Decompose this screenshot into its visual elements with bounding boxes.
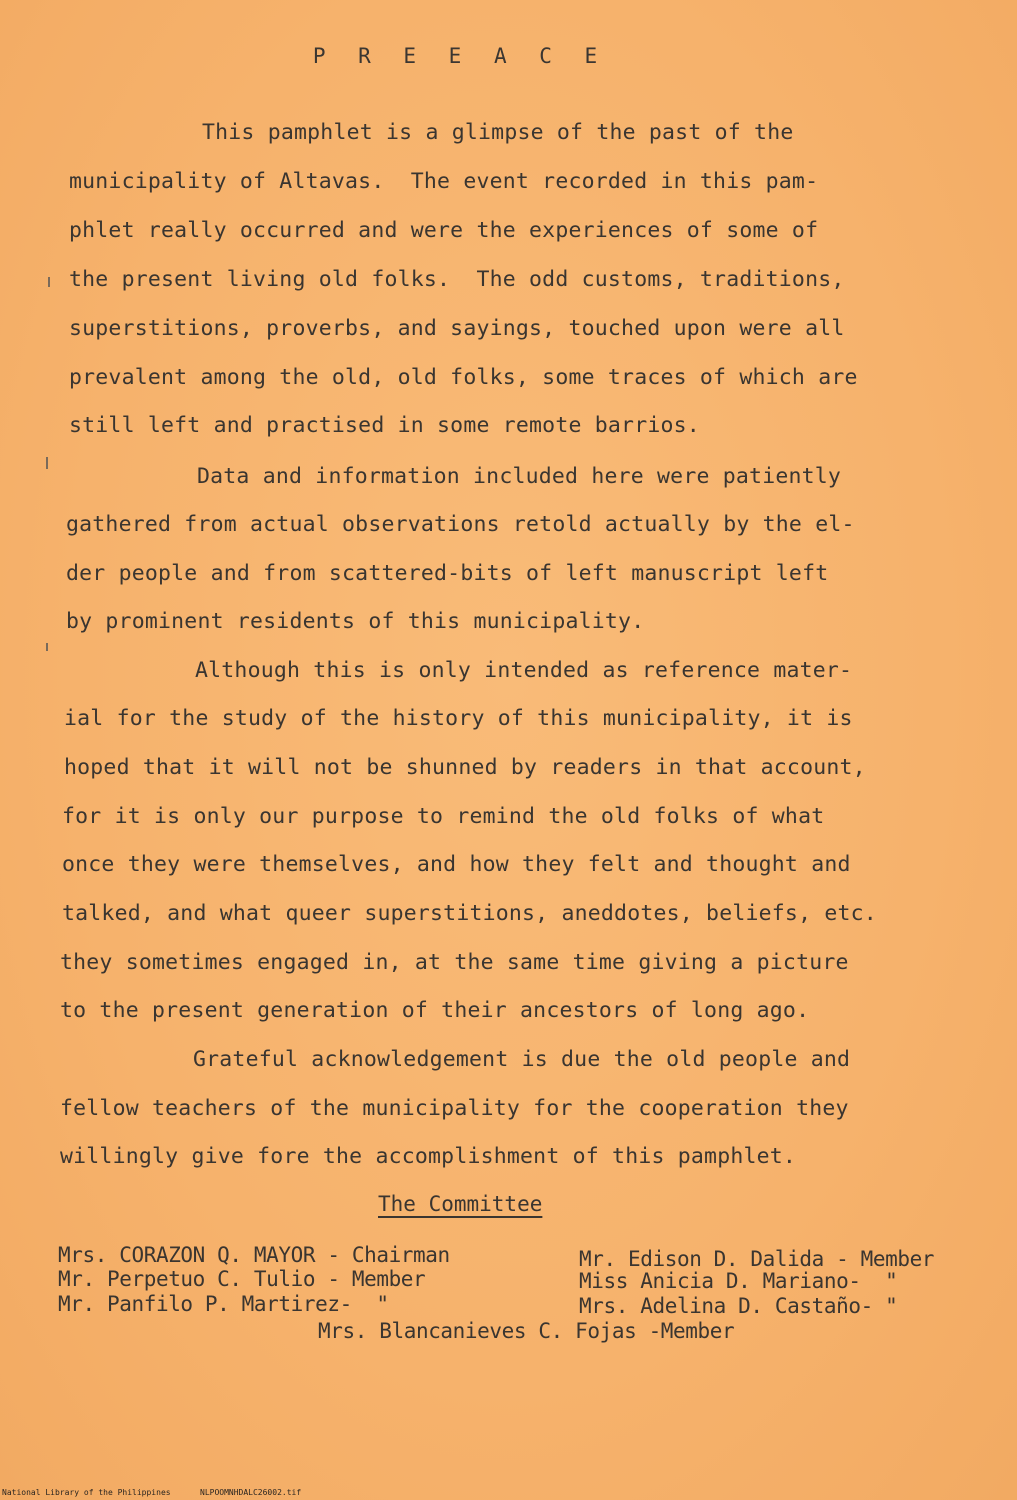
footer-file: NLPOOMNHDALC26002.tif [200, 1488, 302, 1497]
paragraph-line: to the present generation of their ancestors of long ago. [60, 998, 810, 1023]
paragraph-line: superstitions, proverbs, and sayings, touched upon were all [69, 316, 845, 341]
paragraph-line: prevalent among the old, old folks, some traces of which are [69, 365, 858, 390]
margin-mark [48, 277, 50, 287]
paragraph-line: gathered from actual observations retold actually by the el- [66, 512, 855, 537]
paragraph-line: Grateful acknowledgement is due the old people and [193, 1047, 851, 1072]
committee-member: Mrs. Adelina D. Castaño- " [579, 1294, 898, 1318]
paragraph-line: for it is only our purpose to remind the old folks of what [62, 804, 825, 829]
paragraph-line: der people and from scattered-bits of left manuscript left [66, 561, 829, 586]
paragraph-line: talked, and what queer superstitions, aneddotes, beliefs, etc. [62, 901, 877, 926]
paragraph-line: phlet really occurred and were the experiences of some of [69, 218, 819, 243]
paragraph-line: hoped that it will not be shunned by readers in that account, [64, 755, 866, 780]
margin-mark [46, 457, 48, 469]
paragraph-line: still left and practised in some remote barrios. [69, 413, 700, 438]
paragraph-line: Although this is only intended as reference mater- [195, 658, 853, 683]
paragraph-line: once they were themselves, and how they felt and thought and [62, 852, 851, 877]
footer-library: National Library of the Philippines [2, 1488, 171, 1497]
paragraph-line: This pamphlet is a glimpse of the past of the [202, 120, 794, 145]
paragraph-line: they sometimes engaged in, at the same time giving a picture [60, 950, 849, 975]
committee-member: Miss Anicia D. Mariano- " [579, 1269, 898, 1293]
paragraph-line: by prominent residents of this municipality. [66, 609, 645, 634]
paragraph-line: willingly give fore the accomplishment of this pamphlet. [60, 1144, 797, 1169]
committee-member: Mr. Panfilo P. Martirez- " [58, 1292, 389, 1316]
committee-member: Mr. Perpetuo C. Tulio - Member [58, 1267, 426, 1291]
margin-mark [46, 643, 48, 651]
committee-member: Mrs. Blancanieves C. Fojas -Member [318, 1319, 735, 1343]
paragraph-line: Data and information included here were patiently [197, 464, 842, 489]
paragraph-line: ial for the study of the history of this municipality, it is [64, 706, 853, 731]
paragraph-line: municipality of Altavas. The event recorded in this pam- [69, 169, 819, 194]
paragraph-line: fellow teachers of the municipality for the cooperation they [60, 1096, 849, 1121]
committee-member: Mrs. CORAZON Q. MAYOR - Chairman [58, 1243, 450, 1267]
committee-heading: The Committee [378, 1192, 543, 1216]
paragraph-line: the present living old folks. The odd customs, traditions, [69, 267, 845, 292]
page-title: P R E E A C E [312, 44, 608, 68]
committee-member: Mr. Edison D. Dalida - Member [579, 1247, 935, 1271]
